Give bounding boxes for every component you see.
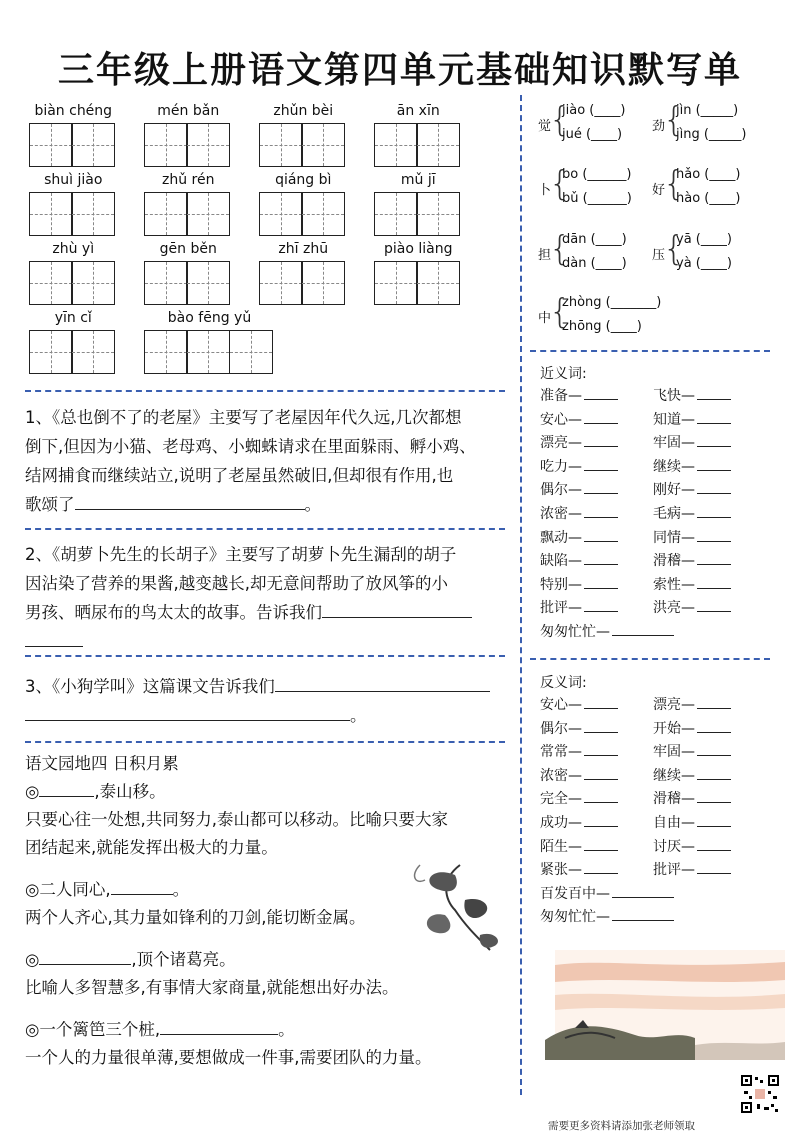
writing-box[interactable]: [301, 192, 345, 236]
word-pair: 偶尔—: [540, 718, 618, 738]
answer-blank[interactable]: [584, 599, 618, 612]
writing-box[interactable]: [144, 330, 188, 374]
section-heading: 反义词:: [540, 675, 587, 691]
writing-box[interactable]: [144, 123, 188, 167]
reading-2[interactable]: jìng (_____): [676, 127, 747, 142]
brace: {: [549, 229, 571, 269]
writing-box[interactable]: [71, 123, 115, 167]
writing-box[interactable]: [29, 123, 73, 167]
answer-blank[interactable]: [160, 1016, 278, 1035]
word-pair: 飘动—: [540, 527, 618, 547]
answer-blank[interactable]: [697, 790, 731, 803]
answer-blank[interactable]: [697, 814, 731, 827]
answer-blank[interactable]: [697, 481, 731, 494]
word-pair: 偶尔—: [540, 479, 618, 499]
answer-blank[interactable]: [584, 576, 618, 589]
brace: {: [663, 164, 685, 204]
answer-blank[interactable]: [584, 743, 618, 756]
section-heading: 近义词:: [540, 366, 587, 382]
word-pair: 浓密—: [540, 503, 618, 523]
brace: {: [663, 229, 685, 269]
word-pair: 浓密—: [540, 765, 618, 785]
word-pair: 匆匆忙忙—: [540, 621, 674, 641]
reading-1[interactable]: hǎo (____): [676, 167, 741, 182]
pinyin-label: zhù yì: [52, 241, 95, 257]
answer-blank[interactable]: [584, 838, 618, 851]
answer-blank[interactable]: [584, 696, 618, 709]
word-pair: 滑稽—: [653, 788, 731, 808]
writing-box[interactable]: [29, 261, 73, 305]
word-pair: 紧张—: [540, 859, 618, 879]
synonym-section: [540, 363, 587, 383]
answer-blank[interactable]: [584, 434, 618, 447]
word-pair: 成功—: [540, 812, 618, 832]
polyphone-char: 觉: [538, 119, 552, 134]
word-pair: 吃力—: [540, 456, 618, 476]
writing-box[interactable]: [29, 192, 73, 236]
word-pair: 批评—: [540, 597, 618, 617]
answer-blank[interactable]: [697, 767, 731, 780]
divider: [530, 658, 770, 660]
pinyin-label: zhǔ rén: [162, 172, 215, 188]
word-pair: 讨厌—: [653, 836, 731, 856]
reading-2[interactable]: zhōng (____): [562, 319, 642, 334]
word-pair: 缺陷—: [540, 550, 618, 570]
answer-blank[interactable]: [697, 505, 731, 518]
answer-blank[interactable]: [612, 885, 674, 898]
reading-1[interactable]: yā (____): [676, 232, 732, 247]
divider: [25, 390, 505, 392]
writing-box[interactable]: [374, 192, 418, 236]
pinyin-label: zhǔn bèi: [273, 103, 334, 119]
reading-2[interactable]: jué (____): [562, 127, 623, 142]
polyphone-char: 压: [652, 248, 666, 263]
answer-blank[interactable]: [584, 861, 618, 874]
answer-blank[interactable]: [697, 529, 731, 542]
divider: [25, 528, 505, 530]
answer-blank[interactable]: [697, 458, 731, 471]
writing-box[interactable]: [186, 123, 230, 167]
answer-blank[interactable]: [39, 946, 131, 965]
writing-box[interactable]: [186, 192, 230, 236]
word-pair: 安心—: [540, 694, 618, 714]
brace: {: [549, 100, 571, 140]
pinyin-label: mǔ jī: [400, 172, 436, 188]
writing-box[interactable]: [186, 261, 230, 305]
answer-blank[interactable]: [697, 387, 731, 400]
writing-box[interactable]: [259, 261, 303, 305]
word-pair: 漂亮—: [540, 432, 618, 452]
answer-blank[interactable]: [275, 673, 490, 692]
answer-blank[interactable]: [584, 387, 618, 400]
answer-blank[interactable]: [25, 702, 350, 721]
word-pair: 继续—: [653, 456, 731, 476]
reading-2[interactable]: yà (____): [676, 256, 732, 271]
reading-2[interactable]: dàn (____): [562, 256, 627, 271]
writing-box[interactable]: [301, 261, 345, 305]
pinyin-label: mén bǎn: [157, 103, 220, 119]
answer-blank[interactable]: [111, 876, 173, 895]
brace: {: [663, 100, 685, 140]
brace: {: [549, 292, 571, 332]
polyphone-char: 卜: [538, 183, 552, 198]
word-pair: 陌生—: [540, 836, 618, 856]
writing-box[interactable]: [259, 123, 303, 167]
writing-box[interactable]: [71, 330, 115, 374]
word-pair: 批评—: [653, 859, 731, 879]
answer-blank[interactable]: [584, 458, 618, 471]
writing-box[interactable]: [229, 330, 273, 374]
reading-1[interactable]: dān (____): [562, 232, 627, 247]
answer-blank[interactable]: [612, 908, 674, 921]
answer-blank[interactable]: [697, 743, 731, 756]
writing-box[interactable]: [416, 192, 460, 236]
question-3: 3、《小狗学叫》这篇课文告诉我们 。: [25, 672, 490, 730]
answer-blank[interactable]: [584, 814, 618, 827]
reading-1[interactable]: bo (______): [562, 167, 632, 182]
writing-box[interactable]: [186, 330, 230, 374]
answer-blank[interactable]: [697, 861, 731, 874]
word-pair: 牢固—: [653, 741, 731, 761]
polyphone-char: 劲: [652, 119, 666, 134]
answer-blank[interactable]: [697, 576, 731, 589]
writing-box[interactable]: [301, 123, 345, 167]
polyphone-char: 担: [538, 248, 552, 263]
word-pair: 同情—: [653, 527, 731, 547]
word-pair: 匆匆忙忙—: [540, 906, 674, 926]
word-pair: 刚好—: [653, 479, 731, 499]
answer-blank[interactable]: [697, 696, 731, 709]
reading-1[interactable]: zhòng (_______): [562, 295, 662, 310]
writing-box[interactable]: [144, 192, 188, 236]
word-pair: 自由—: [653, 812, 731, 832]
writing-box[interactable]: [374, 261, 418, 305]
writing-box[interactable]: [71, 192, 115, 236]
writing-box[interactable]: [144, 261, 188, 305]
answer-blank[interactable]: [75, 491, 305, 510]
answer-blank[interactable]: [584, 529, 618, 542]
answer-blank[interactable]: [697, 599, 731, 612]
answer-blank[interactable]: [25, 628, 83, 647]
answer-blank[interactable]: [697, 720, 731, 733]
answer-blank[interactable]: [584, 767, 618, 780]
reading-2[interactable]: hào (____): [676, 191, 741, 206]
answer-blank[interactable]: [697, 411, 731, 424]
word-pair: 飞快—: [653, 385, 731, 405]
pinyin-label: piào liàng: [384, 241, 453, 257]
answer-blank[interactable]: [697, 838, 731, 851]
word-pair: 索性—: [653, 574, 731, 594]
vertical-divider: [520, 95, 522, 1095]
ink-flower-illustration: [400, 855, 510, 955]
brace: {: [549, 164, 571, 204]
answer-blank[interactable]: [584, 411, 618, 424]
footer-note: 需要更多资料请添加张老师领取: [548, 1120, 695, 1132]
word-pair: 完全—: [540, 788, 618, 808]
question-1: 1、《总也倒不了的老屋》主要写了老屋因年代久远,几次都想 倒下,但因为小猫、老母鸡、小蜘蛛请求在里面躲雨、孵小鸡、 结网捕食而继续站立,说明了老屋虽然破旧,但却很有作用,也 歌颂了 。: [25, 408, 476, 514]
pinyin-label: ān xīn: [396, 103, 440, 119]
word-pair: 毛病—: [653, 503, 731, 523]
page-title: 三年级上册语文第四单元基础知识默写单: [57, 49, 742, 91]
reading-2[interactable]: bǔ (______): [562, 191, 632, 206]
answer-blank[interactable]: [584, 505, 618, 518]
answer-blank[interactable]: [697, 434, 731, 447]
answer-blank[interactable]: [39, 778, 94, 797]
divider: [530, 350, 770, 352]
polyphone-char: 中: [538, 311, 552, 326]
word-pair: 知道—: [653, 409, 731, 429]
pinyin-label: gēn běn: [159, 241, 217, 257]
word-pair: 百发百中—: [540, 883, 674, 903]
reading-1[interactable]: jiào (____): [562, 103, 626, 118]
word-pair: 滑稽—: [653, 550, 731, 570]
writing-box[interactable]: [29, 330, 73, 374]
word-pair: 准备—: [540, 385, 618, 405]
word-pair: 继续—: [653, 765, 731, 785]
word-pair: 常常—: [540, 741, 618, 761]
divider: [25, 741, 505, 743]
pinyin-label: bào fēng yǔ: [167, 310, 252, 326]
writing-box[interactable]: [374, 123, 418, 167]
pinyin-label: qiáng bì: [275, 172, 332, 188]
section-heading: 语文园地四 日积月累: [25, 754, 179, 773]
pinyin-label: zhī zhū: [278, 241, 329, 257]
answer-blank[interactable]: [584, 790, 618, 803]
pinyin-label: shuì jiào: [44, 172, 103, 188]
answer-blank[interactable]: [584, 481, 618, 494]
answer-blank[interactable]: [584, 552, 618, 565]
word-pair: 漂亮—: [653, 694, 731, 714]
polyphone-char: 好: [652, 183, 666, 198]
reading-1[interactable]: jìn (_____): [676, 103, 739, 118]
answer-blank[interactable]: [584, 720, 618, 733]
writing-box[interactable]: [416, 123, 460, 167]
answer-blank[interactable]: [612, 623, 674, 636]
landscape-illustration: [545, 950, 785, 1085]
pinyin-label: biàn chéng: [34, 103, 113, 119]
pinyin-label: yīn cǐ: [54, 310, 92, 326]
antonym-section: [540, 672, 587, 692]
word-pair: 开始—: [653, 718, 731, 738]
question-2: 2、《胡萝卜先生的长胡子》主要写了胡萝卜先生漏刮的胡子 因沾染了营养的果酱,越变越长,却无意间帮助了放风筝的小 男孩、晒尿布的鸟太太的故事。告诉我们: [25, 540, 472, 656]
answer-blank[interactable]: [697, 552, 731, 565]
word-pair: 洪亮—: [653, 597, 731, 617]
answer-blank[interactable]: [322, 599, 472, 618]
word-pair: 特别—: [540, 574, 618, 594]
writing-box[interactable]: [71, 261, 115, 305]
writing-box[interactable]: [416, 261, 460, 305]
qr-code[interactable]: [740, 1074, 780, 1114]
daily-accumulation: 语文园地四 日积月累 ◎ ,泰山移。 只要心往一处想,共同努力,泰山都可以移动。比喻只要大家 团结起来,就能发挥出极大的力量。 ◎二人同心, 。 两个人齐心,其力量如锋利的刀剑,能切断金属。 ◎ ,顶个诸葛亮。 比喻人多智慧多,有事情大家商量,就能想出好办法。 ◎一个篱笆三个桩, 。 一个人的力量很单薄,要想做成一件事,需要团队的力量。: [25, 750, 448, 1072]
word-pair: 安心—: [540, 409, 618, 429]
word-pair: 牢固—: [653, 432, 731, 452]
writing-box[interactable]: [259, 192, 303, 236]
